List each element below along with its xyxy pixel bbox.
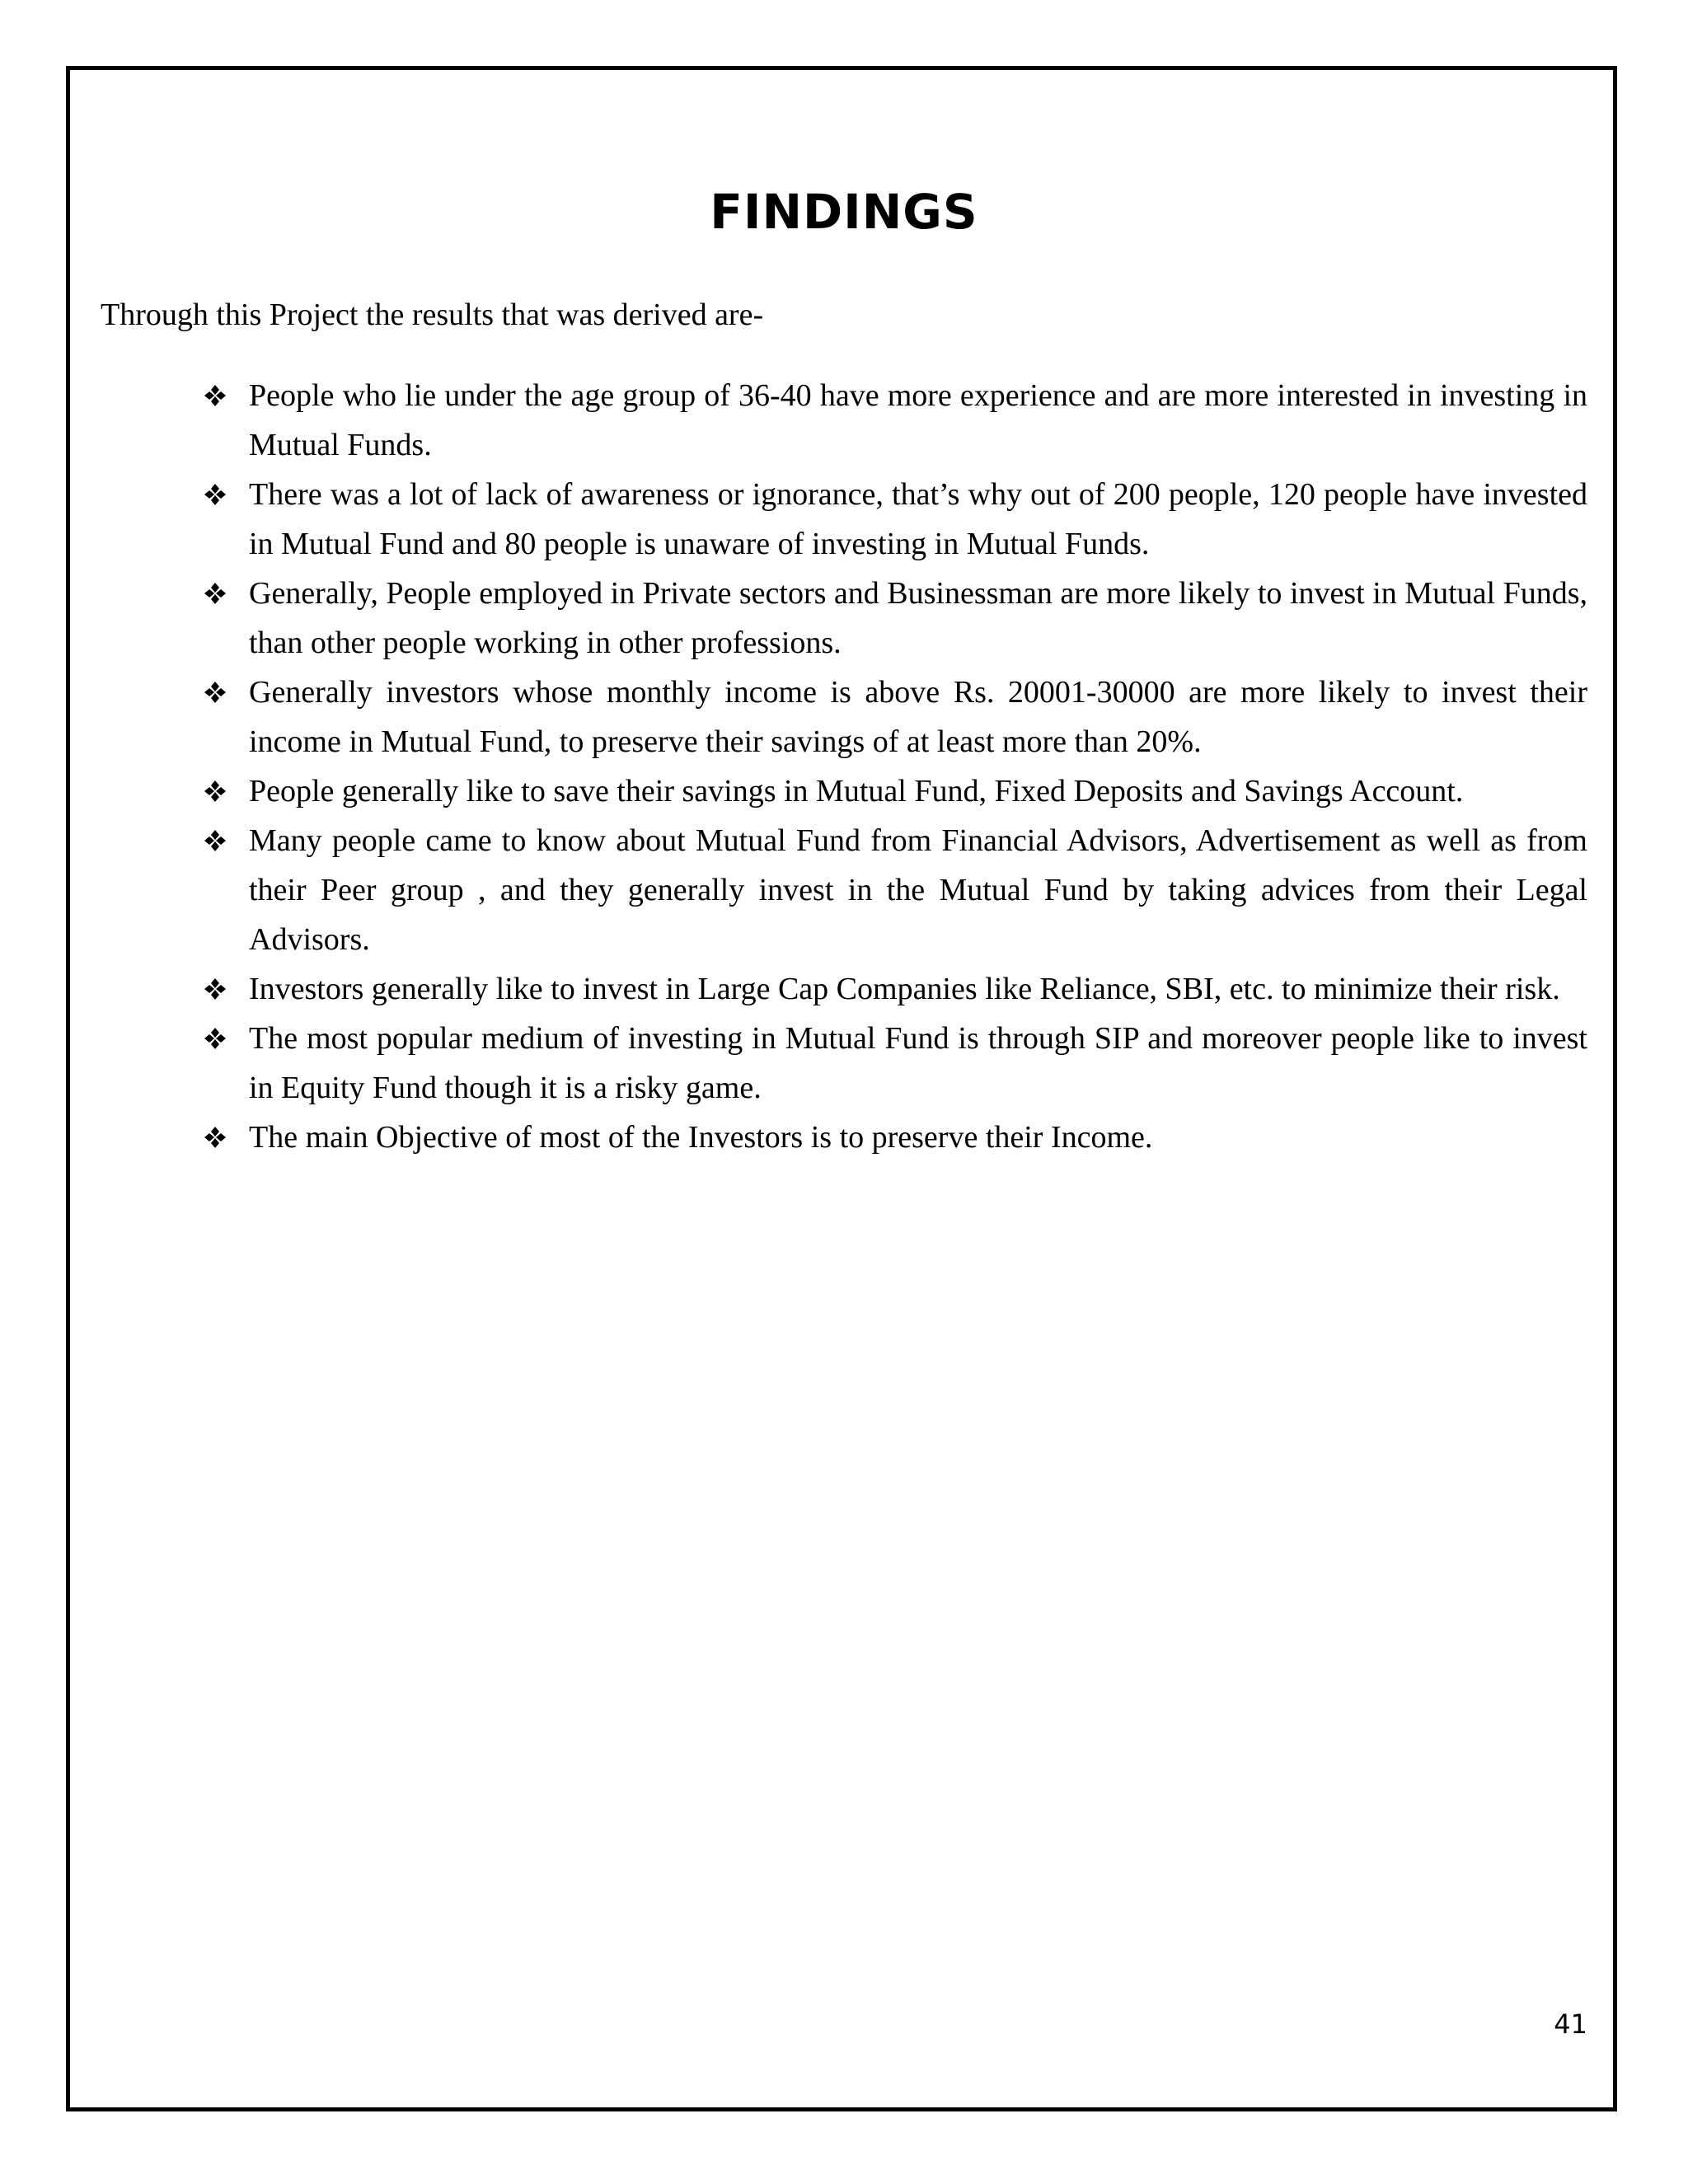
four-diamond-bullet-icon (201, 1113, 229, 1162)
finding-text: Generally, People employed in Private sectors and Businessman are more likely to invest in Mutual Funds, than other people working in other professions. (249, 576, 1587, 660)
list-item (201, 1014, 1587, 1113)
list-item (201, 1113, 1587, 1162)
list-item (201, 668, 1587, 766)
findings-list (201, 371, 1587, 1162)
four-diamond-bullet-icon (201, 766, 229, 816)
list-item (201, 569, 1587, 668)
four-diamond-bullet-icon (201, 371, 229, 420)
finding-text: Many people came to know about Mutual Fund from Financial Advisors, Advertisement as well as from their Peer group , and they generally invest in the Mutual Fund by taking advices from their Legal Advisors. (249, 823, 1587, 957)
finding-text: There was a lot of lack of awareness or ignorance, that’s why out of 200 people, 120 people have invested in Mutual Fund and 80 people is unaware of investing in Mutual Funds. (249, 477, 1587, 561)
finding-text: People who lie under the age group of 36-40 have more experience and are more interested in investing in Mutual Funds. (249, 378, 1587, 462)
four-diamond-bullet-icon (201, 470, 229, 519)
list-item (201, 766, 1587, 816)
four-diamond-bullet-icon (201, 1014, 229, 1063)
four-diamond-bullet-icon (201, 816, 229, 865)
finding-text: The most popular medium of investing in Mutual Fund is through SIP and moreover people like to invest in Equity Fund though it is a risky game. (249, 1021, 1587, 1105)
four-diamond-bullet-icon (201, 964, 229, 1014)
finding-text: Generally investors whose monthly income is above Rs. 20001-30000 are more likely to invest their income in Mutual Fund, to preserve their savings of at least more than 20%. (249, 675, 1587, 759)
page-title: FINDINGS (710, 184, 978, 240)
list-item (201, 816, 1587, 964)
list-item (201, 470, 1587, 569)
finding-text: People generally like to save their savings in Mutual Fund, Fixed Deposits and Savings Account. (249, 774, 1464, 808)
intro-text: Through this Project the results that was derived are- (101, 298, 764, 332)
list-item (201, 964, 1587, 1014)
page-number: 41 (1554, 2008, 1587, 2040)
list-item (201, 371, 1587, 470)
four-diamond-bullet-icon (201, 668, 229, 717)
four-diamond-bullet-icon (201, 569, 229, 618)
finding-text: The main Objective of most of the Investors is to preserve their Income. (249, 1120, 1153, 1155)
finding-text: Investors generally like to invest in Large Cap Companies like Reliance, SBI, etc. to minimize their risk. (249, 972, 1560, 1006)
